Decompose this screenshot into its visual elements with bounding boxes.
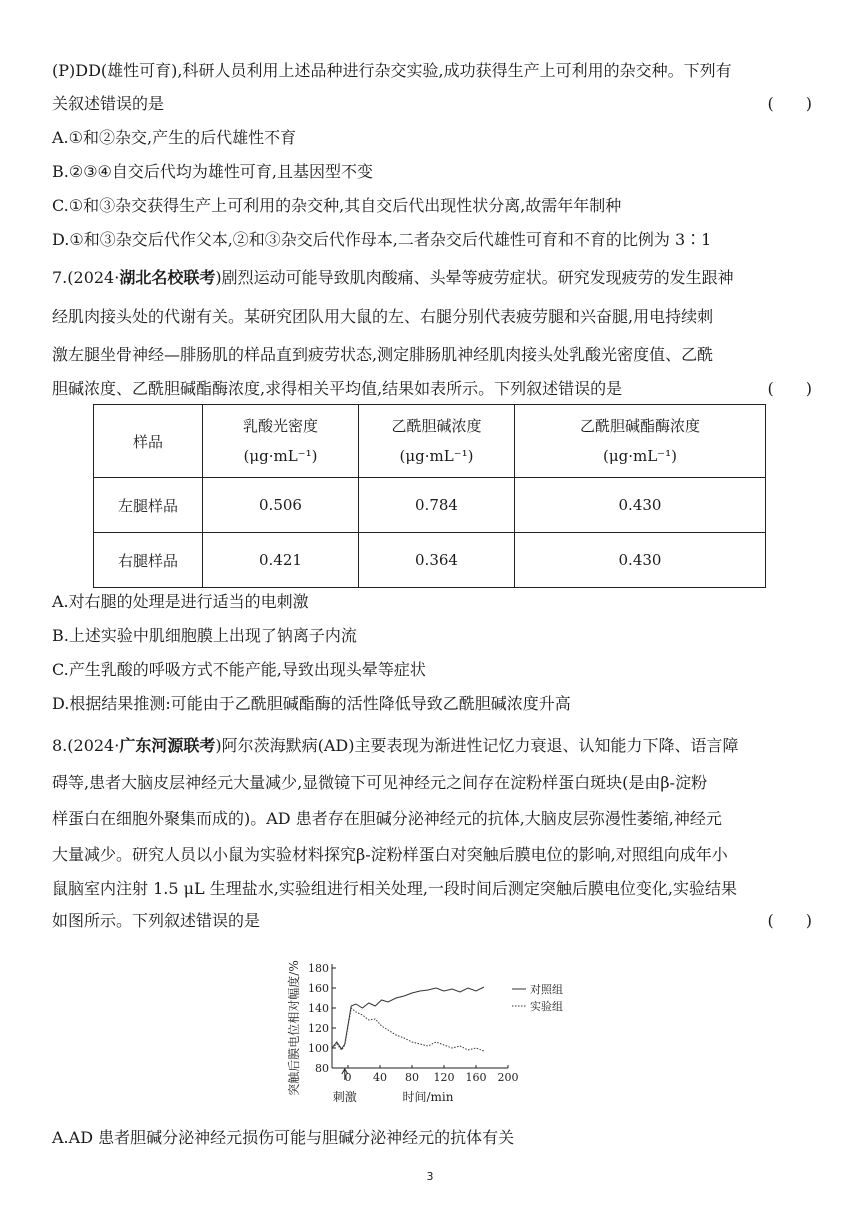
table-cell: 0.430 [515, 533, 766, 588]
x-tick-label: 120 [433, 1071, 455, 1084]
x-tick-label: 0 [344, 1071, 352, 1084]
q8-stem-line-5: 鼠脑室内注射 1.5 μL 生理盐水,实验组进行相关处理,一段时间后测定突触后膜电位变化,实验结果 [52, 879, 737, 898]
table-header-cell: 乙酰胆碱浓度 (μg·mL⁻¹) [359, 405, 515, 478]
q8-stem-line-1 [52, 734, 812, 758]
table-header-cell: 乳酸光密度 (μg·mL⁻¹) [203, 405, 359, 478]
page-number: 3 [426, 1170, 434, 1183]
table-cell: 0.784 [359, 478, 515, 533]
x-tick-label: 200 [497, 1071, 519, 1084]
q8-stem-line-4: 大量减少。研究人员以小鼠为实验材料探究β-淀粉样蛋白对突触后膜电位的影响,对照组向成年小 [52, 845, 728, 864]
table-cell: 0.430 [515, 478, 766, 533]
q7-option-a: A.对右腿的处理是进行适当的电刺激 [52, 592, 309, 611]
series-line-control [332, 987, 484, 1049]
q8-number: 8.(2024· [52, 736, 120, 755]
q8-text: )阿尔茨海默病(AD)主要表现为渐进性记忆力衰退、认知能力下降、语言障 [215, 736, 739, 755]
table-header-row [94, 405, 766, 478]
legend-label: 对照组 [530, 983, 563, 996]
q7-stem-line-3: 激左腿坐骨神经—腓肠肌的样品直到疲劳状态,测定腓肠肌神经肌肉接头处乳酸光密度值、乙酰 [52, 345, 714, 364]
q8-stem-line-3: 样蛋白在细胞外聚集而成的)。AD 患者存在胆碱分泌神经元的抗体,大脑皮层弥漫性萎缩,神经元 [52, 809, 722, 828]
x-tick-label: 160 [465, 1071, 487, 1084]
answer-blank: ( ) [767, 94, 812, 113]
y-tick-label: 180 [308, 962, 329, 975]
y-tick-label: 80 [315, 1062, 329, 1075]
y-axis-label: 突触后膜电位相对幅度/% [287, 960, 301, 1096]
q8-stem-line-6: 如图所示。下列叙述错误的是 [52, 911, 261, 930]
table-row [94, 533, 766, 588]
q7-source: 湖北名校联考 [119, 268, 216, 287]
q6-option-c: C.①和③杂交获得生产上可利用的杂交种,其自交后代出现性状分离,故需年年制种 [52, 196, 622, 215]
x-axis-label: 时间/min [402, 1090, 454, 1104]
table-cell: 左腿样品 [94, 478, 203, 533]
q6-option-b: B.②③④自交后代均为雄性可育,且基因型不变 [52, 162, 373, 181]
table-cell: 0.506 [203, 478, 359, 533]
q7-option-c: C.产生乳酸的呼吸方式不能产能,导致出现头晕等症状 [52, 660, 426, 679]
q7-stem-line-1 [52, 266, 812, 290]
y-tick-label: 140 [308, 1002, 329, 1015]
q8-option-a: A.AD 患者胆碱分泌神经元损伤可能与胆碱分泌神经元的抗体有关 [52, 1128, 515, 1147]
y-tick-label: 120 [308, 1022, 329, 1035]
q7-stem-line-2: 经肌肉接头处的代谢有关。某研究团队用大鼠的左、右腿分别代表疲劳腿和兴奋腿,用电持续刺 [52, 307, 714, 326]
answer-blank: ( ) [767, 911, 812, 930]
legend-label: 实验组 [530, 1000, 563, 1013]
q7-option-d: D.根据结果推测:可能由于乙酰胆碱酯酶的活性降低导致乙酰胆碱浓度升高 [52, 694, 571, 713]
results-table [93, 404, 766, 588]
q7-text: )剧烈运动可能导致肌肉酸痛、头晕等疲劳症状。研究发现疲劳的发生跟神 [215, 268, 734, 287]
table-header-cell: 乙酰胆碱酯酶浓度 (μg·mL⁻¹) [515, 405, 766, 478]
q8-source: 广东河源联考 [119, 736, 216, 755]
q7-stem-line-4: 胆碱浓度、乙酰胆碱酯酶浓度,求得相关平均值,结果如表所示。下列叙述错误的是 [52, 379, 623, 398]
table-row [94, 478, 766, 533]
series-line-experiment [332, 1008, 484, 1051]
table-header-cell: 样品 [94, 405, 203, 478]
answer-blank: ( ) [767, 379, 812, 398]
q6-stem-line-2: 关叙述错误的是 [52, 94, 165, 113]
q7-number: 7.(2024· [52, 268, 120, 287]
y-tick-label: 160 [308, 982, 329, 995]
table-cell: 右腿样品 [94, 533, 203, 588]
x-tick-label: 40 [373, 1071, 387, 1084]
x-tick-label: 80 [405, 1071, 419, 1084]
q7-option-b: B.上述实验中肌细胞膜上出现了钠离子内流 [52, 626, 357, 645]
membrane-potential-chart [280, 950, 580, 1115]
q6-option-d: D.①和③杂交后代作父本,②和③杂交后代作母本,二者杂交后代雄性可育和不育的比例为 3∶1 [52, 230, 712, 249]
table-cell: 0.421 [203, 533, 359, 588]
y-tick-label: 100 [308, 1042, 329, 1055]
q6-option-a: A.①和②杂交,产生的后代雄性不育 [52, 128, 297, 147]
q6-stem-line-1: (P)DD(雄性可育),科研人员利用上述品种进行杂交实验,成功获得生产上可利用的杂交种。下列有 [52, 61, 732, 80]
q8-stem-line-2: 碍等,患者大脑皮层神经元大量减少,显微镜下可见神经元之间存在淀粉样蛋白斑块(是由β-淀粉 [52, 773, 708, 792]
stimulus-label: 刺激 [332, 1090, 357, 1104]
table-cell: 0.364 [359, 533, 515, 588]
